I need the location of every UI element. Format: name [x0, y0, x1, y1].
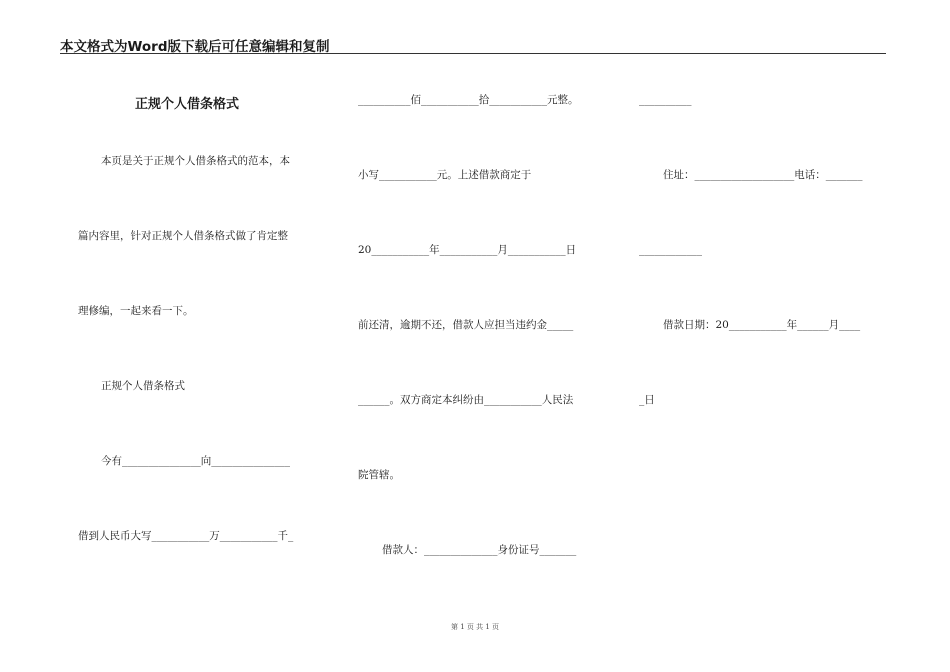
- penalty-line: 前还清，逾期不还，借款人应担当违约金_____: [358, 319, 574, 331]
- page-footer: 第 1 页 共 1 页: [450, 623, 500, 631]
- section-subtitle: 正规个人借条格式: [101, 380, 185, 392]
- blank-line-2: ____________: [639, 244, 702, 256]
- jurisdiction-line: ______。双方商定本纠纷由___________人民法: [358, 394, 574, 406]
- blank-line-1: __________: [639, 94, 692, 106]
- intro-line-1: 本页是关于正规个人借条格式的范本，本: [101, 155, 290, 167]
- header-text: 本文格式为Word版下载后可任意编辑和复制: [60, 39, 330, 55]
- page-header: [60, 33, 886, 54]
- address-phone-line: 住址：___________________电话：_______: [663, 169, 863, 181]
- loan-date-end-line: _日: [639, 394, 655, 406]
- intro-line-2: 篇内容里，针对正规个人借条格式做了肯定整: [78, 230, 288, 242]
- loan-line-b: 借到人民币大写___________万___________千_: [78, 530, 294, 542]
- borrower-line: 借款人：______________身份证号_______: [382, 544, 577, 556]
- lowercase-amount-line: 小写___________元。上述借款商定于: [358, 169, 532, 181]
- loan-date-line: 借款日期：20___________年______月____: [663, 319, 861, 331]
- jurisdiction-end-line: 院管辖。: [358, 469, 400, 481]
- document-title: 正规个人借条格式: [135, 97, 240, 112]
- amount-line: __________佰___________拾___________元整。: [358, 94, 579, 106]
- repay-date-line: 20___________年___________月___________日: [358, 244, 577, 256]
- loan-line-a: 今有_______________向_______________: [101, 455, 290, 467]
- intro-line-3: 理修编，一起来看一下。: [78, 305, 194, 317]
